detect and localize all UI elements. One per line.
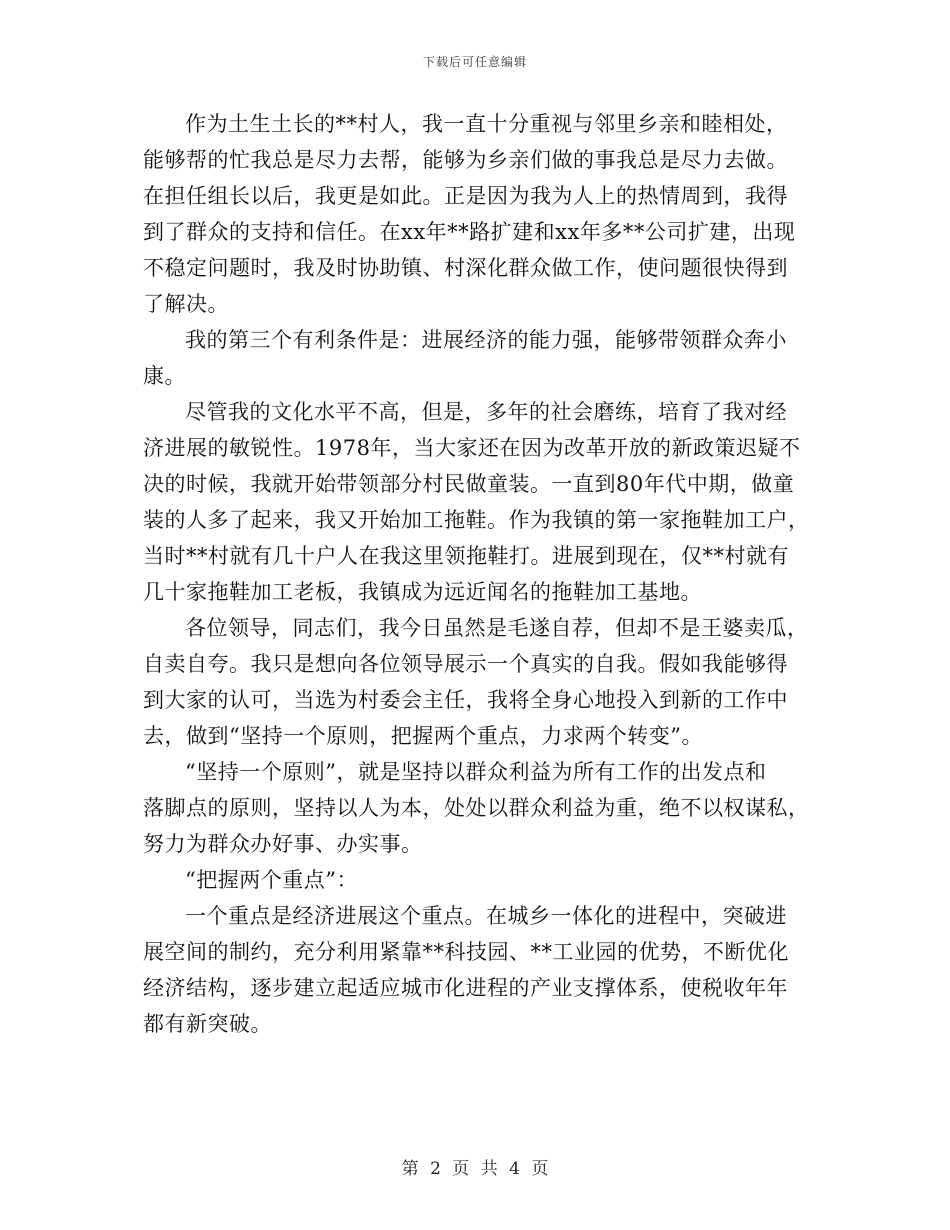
text-line: “坚持一个原则”，就是坚持以群众利益为所有工作的出发点和 [185, 760, 767, 784]
text-line: “把握两个重点”： [185, 868, 358, 892]
text-line: 去，做到“坚持一个原则，把握两个重点，力求两个转变”。 [143, 724, 703, 748]
text-line: 决的时候，我就开始带领部分村民做童装。一直到80年代中期，做童 [143, 472, 795, 496]
text-line: 能够帮的忙我总是尽力去帮，能够为乡亲们做的事我总是尽力去做。 [143, 148, 788, 172]
text-line: 尽管我的文化水平不高，但是，多年的社会磨练，培育了我对经 [185, 400, 787, 424]
text-line: 努力为群众办好事、办实事。 [143, 832, 423, 856]
text-line: 展空间的制约，充分利用紧靠**科技园、**工业园的优势，不断优化 [143, 940, 789, 964]
text-line: 当时**村就有几十户人在我这里领拖鞋打。进展到现在，仅**村就有 [143, 544, 789, 568]
text-line: 在担任组长以后，我更是如此。正是因为我为人上的热情周到，我得 [143, 184, 788, 208]
text-line: 济进展的敏锐性。1978年，当大家还在因为改革开放的新政策迟疑不 [143, 436, 801, 460]
text-line: 自卖自夸。我只是想向各位领导展示一个真实的自我。假如我能够得 [143, 652, 788, 676]
text-line: 都有新突破。 [143, 1012, 272, 1036]
text-line: 各位领导，同志们，我今日虽然是毛遂自荐，但却不是王婆卖瓜， [185, 616, 809, 640]
text-line: 一个重点是经济进展这个重点。在城乡一体化的进程中，突破进 [185, 904, 787, 928]
text-line: 经济结构，逐步建立起适应城市化进程的产业支撑体系，使税收年年 [143, 976, 788, 1000]
page-header: 下载后可任意编辑 [422, 55, 527, 69]
document-body [143, 106, 808, 1042]
text-line: 到了群众的支持和信任。在xx年**路扩建和xx年多**公司扩建，出现 [143, 220, 796, 244]
text-line: 作为土生土长的**村人，我一直十分重视与邻里乡亲和睦相处， [185, 112, 788, 136]
page-footer: 第 2 页 共 4 页 [401, 1159, 549, 1179]
text-line: 了解决。 [143, 292, 229, 316]
text-line: 我的第三个有利条件是：进展经济的能力强，能够带领群众奔小 [185, 328, 787, 352]
text-line: 几十家拖鞋加工老板，我镇成为远近闻名的拖鞋加工基地。 [143, 580, 702, 604]
text-line: 到大家的认可，当选为村委会主任，我将全身心地投入到新的工作中 [143, 688, 788, 712]
text-line: 落脚点的原则，坚持以人为本，处处以群众利益为重，绝不以权谋私， [143, 796, 810, 820]
text-line: 装的人多了起来，我又开始加工拖鞋。作为我镇的第一家拖鞋加工户， [143, 508, 810, 532]
text-line: 不稳定问题时，我及时协助镇、村深化群众做工作，使问题很快得到 [143, 256, 788, 280]
text-line: 康。 [143, 364, 186, 388]
